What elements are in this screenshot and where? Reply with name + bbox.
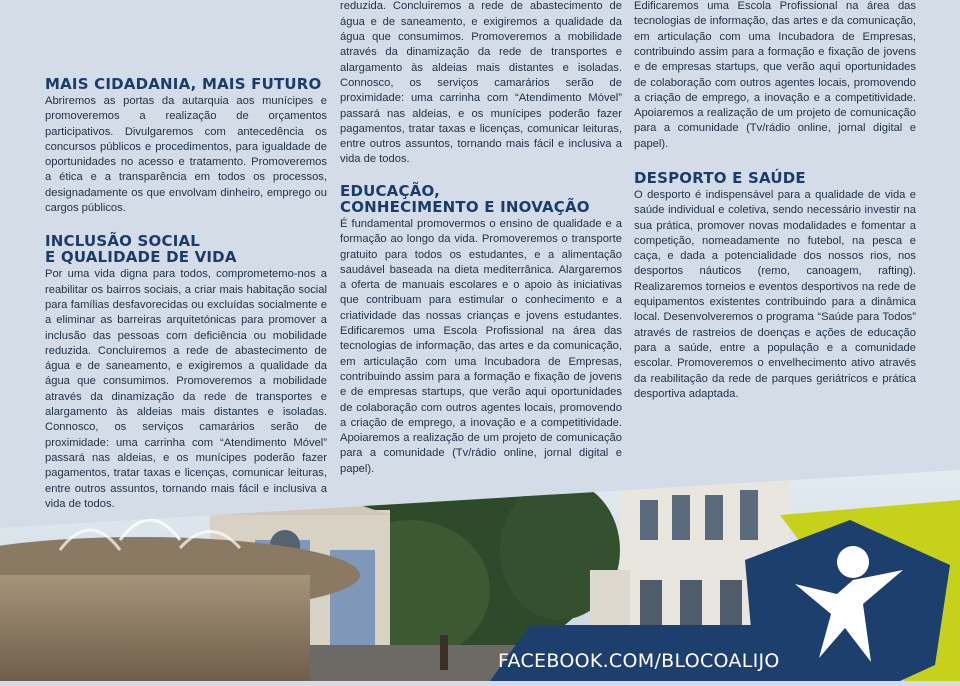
section-body-inclusao-continued (340, 0, 622, 168)
section-body-educacao-continued (634, 0, 916, 153)
section-title-educacao-line2: CONHECIMENTO E INOVAÇÃO (340, 198, 590, 216)
column-1 (45, 75, 327, 510)
photo-band (0, 440, 960, 681)
section-title-inclusao-line1: INCLUSÃO SOCIAL (45, 232, 201, 251)
section-body-educacao-overflow: Edificaremos uma Escola Profissional na área das tecnologias de informação, das artes e da comunicação, em articulação com uma Incubadora de Empresas, contribuindo assim para a formação e fixação de jovens e de empresas startups, que verão aqui oportunidades de colaboração com outros agentes locais, promovendo a criação de emprego, a inovação e a competitividade. Apoiaremos a realização de um projeto de comunicação para a comunidade (Tv/rádio online, jornal digital e papel). (634, 0, 916, 150)
column-2 (340, 0, 622, 475)
section-body-educacao: É fundamental promovermos o ensino de qualidade e a formação ao longo da vida. Promoveremos o transporte gratuito para todos os estudantes, e a alimentação saudável baseada na dieta mediterrânica. Alargaremos a oferta de manuais escolares e o apoio às iniciativas que contribuam para estimular o conhecimento e a criatividade das nossas crianças e jovens estudantes. Edificaremos uma Escola Profissional na área das tecnologias de informação, das artes e da comunicação, em articulação com uma Incubadora de Empresas, contribuindo assim para a formação e fixação de jovens e de empresas startups, que verão aqui oportunidades de colaboração com outros agentes locais, promovendo a criação de emprego, a inovação e a competitividade. Apoiaremos a realização de um projeto de comunicação para a comunidade (Tv/rádio online, jornal digital e papel). (340, 218, 622, 475)
section-title-desporto: DESPORTO E SAÚDE (634, 169, 806, 187)
column-3 (634, 0, 916, 419)
section-title-inclusao (45, 233, 327, 265)
section-title-inclusao-line2: E QUALIDADE DE VIDA (45, 248, 237, 267)
bloco-star-figure-icon (775, 532, 915, 672)
section-title-cidadania: MAIS CIDADANIA, MAIS FUTURO (45, 75, 322, 93)
section-body-cidadania: Abriremos as portas da autarquia aos munícipes e promoveremos a realização de orçamentos participativos. Divulgaremos com antecedência os concursos públicos e procedimentos, para igualdade de oportunidades no acesso e tratamento. Promoveremos a ética e a transparência em todos os processos, designadamente os que envolvam dinheiro, emprego ou cargos públicos. (45, 95, 327, 215)
section-body-inclusao-overflow: reduzida. Concluiremos a rede de abastecimento de água e de saneamento, e exigiremos a qualidade da água que consumimos. Promoveremos a mobilidade através da dinamização da rede de transportes e alargamento às aldeias mais distantes e isoladas. Connosco, os serviços camarários serão de proximidade: uma carrinha com “Atendimento Móvel” passará nas aldeias, e os munícipes poderão fazer pagamentos, tratar taxas e licenças, comunicar leituras, entre outros assuntos, tornando mais fácil e inclusiva a vida de todos. (340, 0, 622, 166)
section-title-educacao-line1: EDUCAÇÃO, (340, 182, 441, 200)
section-title-educacao (340, 183, 622, 215)
section-body-inclusao: Por uma vida digna para todos, comprometemo-nos a reabilitar os bairros sociais, a criar mais habitação social para famílias desfavorecidas ou excluídas socialmente e a eliminar as barreiras arquitetónicas para promover a inclusão das pessoas com deficiência ou mobilidade reduzida. Concluiremos a rede de abastecimento de água e de saneamento, e exigiremos a qualidade da água que consumimos. Promoveremos a mobilidade através da dinamização da rede de transportes e alargamento às aldeias mais distantes e isoladas. Connosco, os serviços camarários serão de proximidade: uma carrinha com “Atendimento Móvel” passará nas aldeias, e os munícipes poderão fazer pagamentos, tratar taxas e licenças, comunicar leituras, entre outros assuntos, tornando mais fácil e inclusiva a vida de todos. (45, 268, 327, 510)
facebook-link[interactable]: FACEBOOK.COM/BLOCOALIJO (498, 650, 780, 672)
section-body-desporto: O desporto é indispensável para a qualidade de vida e saúde individual e coletiva, sendo necessário investir na sua prática, promover novas modalidades e fomentar a competição, nomeadamente no futebol, na pesca e caça, e dada a potencialidade dos nossos rios, nos desportos náuticos (remo, canoagem, rafting). Realizaremos torneios e eventos desportivos na rede de equipamentos existentes contribuindo para a dinâmica local. Desenvolveremos o programa “Saúde para Todos” através de rastreios de doenças e ações de educação para a saúde, entre a população e a comunidade escolar. Promoveremos o envelhecimento ativo através da reabilitação da rede de parques geriátricos e prática desportiva adaptada. (634, 189, 916, 400)
